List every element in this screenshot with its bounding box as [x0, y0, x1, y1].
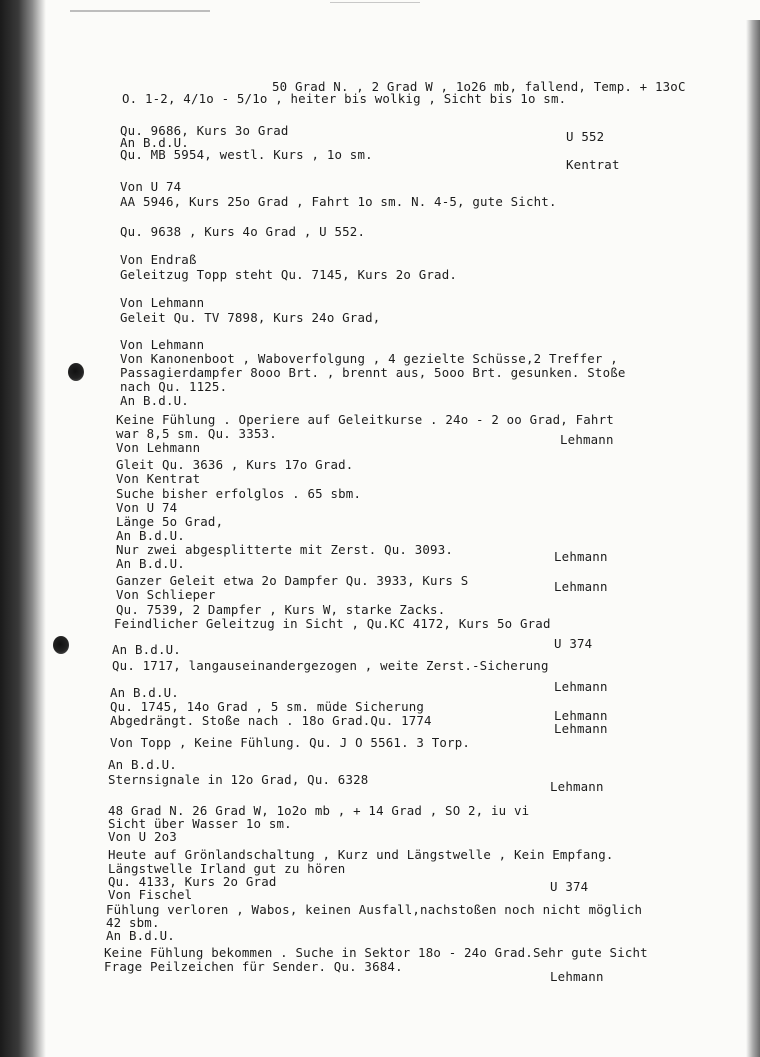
text-line: Suche bisher erfolglos . 65 sbm.	[116, 486, 362, 501]
text-line: Längstwelle Irland gut zu hören	[108, 861, 346, 876]
text-line: Von Lehmann	[116, 440, 201, 455]
text-line: Qu. 9638 , Kurs 4o Grad , U 552.	[120, 224, 366, 239]
text-line: Passagierdampfer 8ooo Brt. , brennt aus, 5ooo Brt. gesunken. Stoße	[120, 365, 626, 380]
text-line: Lehmann	[554, 679, 608, 694]
text-line: Qu. 7539, 2 Dampfer , Kurs W, starke Zacks.	[116, 602, 446, 617]
text-line: AA 5946, Kurs 25o Grad , Fahrt 1o sm. N. 4-5, gute Sicht.	[120, 194, 557, 209]
text-line: Länge 5o Grad,	[116, 514, 224, 529]
text-line: Frage Peilzeichen für Sender. Qu. 3684.	[104, 959, 403, 974]
text-line: Gleit Qu. 3636 , Kurs 17o Grad.	[116, 457, 354, 472]
text-line: An B.d.U.	[120, 393, 189, 408]
punch-hole-icon	[53, 636, 69, 654]
punch-hole-icon	[68, 363, 84, 381]
text-line: Geleitzug Topp steht Qu. 7145, Kurs 2o Grad.	[120, 267, 458, 282]
text-line: nach Qu. 1125.	[120, 379, 228, 394]
text-line: Lehmann	[550, 779, 604, 794]
text-line: Qu. MB 5954, westl. Kurs , 1o sm.	[120, 147, 373, 162]
text-line: Qu. 4133, Kurs 2o Grad	[108, 874, 277, 889]
text-line: Von Lehmann	[120, 295, 205, 310]
text-line: U 552	[566, 129, 605, 144]
text-line: An B.d.U.	[106, 928, 175, 943]
text-line: Lehmann	[554, 721, 608, 736]
text-line: Sicht über Wasser 1o sm.	[108, 816, 292, 831]
text-line: Von Lehmann	[120, 337, 205, 352]
text-line: Lehmann	[554, 708, 608, 723]
text-line: Qu. 1717, langauseinandergezogen , weite Zerst.-Sicherung	[112, 658, 549, 673]
text-line: An B.d.U.	[116, 528, 185, 543]
text-line: Keine Fühlung bekommen . Suche in Sektor 18o - 24o Grad.Sehr gute Sicht	[104, 945, 648, 960]
text-line: An B.d.U.	[116, 556, 185, 571]
text-line: Von Endraß	[120, 252, 197, 267]
text-line: An B.d.U.	[110, 685, 179, 700]
text-line: 42 sbm.	[106, 915, 160, 930]
text-line: An B.d.U.	[108, 757, 177, 772]
text-line: Fühlung verloren , Wabos, keinen Ausfall,nachstoßen noch nicht möglich	[106, 902, 643, 917]
text-line: Qu. 9686, Kurs 3o Grad	[120, 123, 289, 138]
text-line: Lehmann	[560, 432, 614, 447]
text-line: Abgedrängt. Stoße nach . 18o Grad.Qu. 1774	[110, 713, 432, 728]
scan-top-mark	[70, 10, 210, 12]
text-line: U 374	[554, 636, 593, 651]
text-line: O. 1-2, 4/1o - 5/1o , heiter bis wolkig , Sicht bis 1o sm.	[122, 91, 567, 106]
text-line: U 374	[550, 879, 589, 894]
scan-right-edge-shadow	[746, 20, 760, 1057]
text-line: Ganzer Geleit etwa 2o Dampfer Qu. 3933, Kurs S	[116, 573, 469, 588]
text-line: An B.d.U.	[112, 642, 181, 657]
text-line: Von Kanonenboot , Waboverfolgung , 4 gezielte Schüsse,2 Treffer ,	[120, 351, 618, 366]
text-line: Lehmann	[550, 969, 604, 984]
text-line: Von Fischel	[108, 887, 193, 902]
text-line: Von Topp , Keine Fühlung. Qu. J O 5561. 3 Torp.	[110, 735, 471, 750]
text-line: Keine Fühlung . Operiere auf Geleitkurse . 24o - 2 oo Grad, Fahrt	[116, 412, 614, 427]
text-line: Lehmann	[554, 579, 608, 594]
text-line: Von Schlieper	[116, 587, 216, 602]
text-line: war 8,5 sm. Qu. 3353.	[116, 426, 277, 441]
text-line: Geleit Qu. TV 7898, Kurs 24o Grad,	[120, 310, 381, 325]
scan-top-mark	[330, 2, 420, 3]
text-line: Von U 74	[120, 179, 182, 194]
text-line: An B.d.U.	[120, 135, 189, 150]
text-line: Von Kentrat	[116, 471, 201, 486]
text-line: Feindlicher Geleitzug in Sicht , Qu.KC 4172, Kurs 5o Grad	[114, 616, 551, 631]
text-line: Von U 74	[116, 500, 178, 515]
text-line: 48 Grad N. 26 Grad W, 1o2o mb , + 14 Grad , SO 2, iu vi	[108, 803, 530, 818]
text-line: Lehmann	[554, 549, 608, 564]
text-line: Nur zwei abgesplitterte mit Zerst. Qu. 3093.	[116, 542, 454, 557]
text-line: Sternsignale in 12o Grad, Qu. 6328	[108, 772, 369, 787]
text-line: Qu. 1745, 14o Grad , 5 sm. müde Sicherung	[110, 699, 425, 714]
text-line: Kentrat	[566, 157, 620, 172]
text-line: Von U 2o3	[108, 829, 177, 844]
text-line: 50 Grad N. , 2 Grad W , 1o26 mb, fallend, Temp. + 13oC	[272, 79, 686, 94]
text-line: Heute auf Grönlandschaltung , Kurz und Längstwelle , Kein Empfang.	[108, 847, 614, 862]
scan-left-edge-shadow	[0, 0, 46, 1057]
